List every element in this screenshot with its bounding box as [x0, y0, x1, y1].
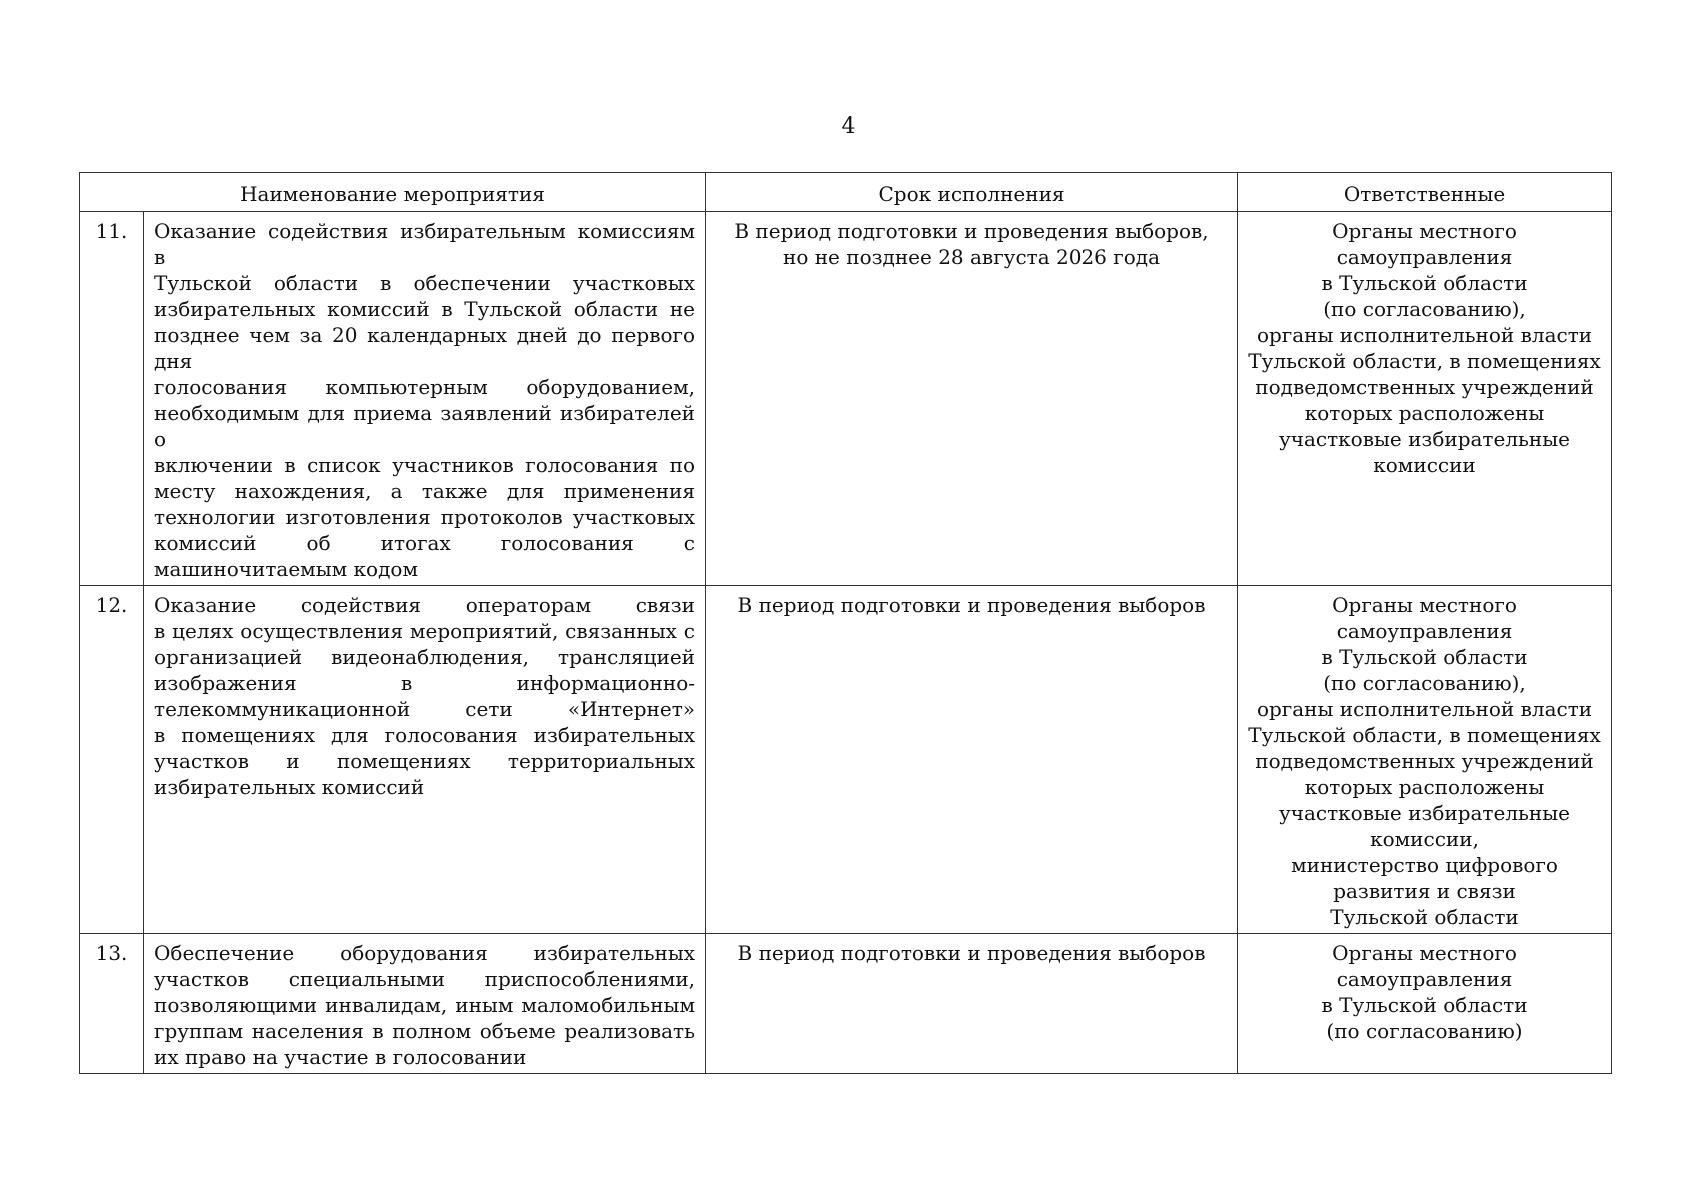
term-cell: [706, 212, 1238, 586]
responsible-line: (по согласованию): [1326, 1019, 1523, 1043]
responsible-line: министерство цифрового: [1291, 853, 1558, 877]
responsible-line: в Тульской области: [1321, 993, 1528, 1017]
event-name-line: участков и помещениях территориальных: [154, 749, 696, 773]
event-name-line: Оказание содействия избирательным комиссиям в: [154, 219, 696, 269]
responsible-line: Органы местного: [1332, 593, 1517, 617]
responsible-line: (по согласованию),: [1323, 671, 1526, 695]
event-name-line: телекоммуникационной сети «Интернет»: [154, 697, 696, 721]
responsible-line: Органы местного: [1332, 941, 1517, 965]
event-name-line: комиссий об итогах голосования с: [154, 531, 696, 555]
responsible-line: в Тульской области: [1321, 645, 1528, 669]
responsible-line: самоуправления: [1336, 245, 1513, 269]
table-row: [80, 934, 1612, 1074]
responsible-line: которых расположены: [1304, 401, 1545, 425]
responsible-line: комиссии,: [1370, 827, 1479, 851]
term-cell: [706, 934, 1238, 1074]
event-name-line: в целях осуществления мероприятий, связанных с: [154, 619, 696, 643]
responsible-line: органы исполнительной власти: [1256, 697, 1593, 721]
term-line: В период подготовки и проведения выборов: [737, 941, 1206, 965]
event-name-cell: [144, 586, 706, 934]
table-row: [80, 586, 1612, 934]
term-line: В период подготовки и проведения выборов: [737, 593, 1206, 617]
event-name-line: их право на участие в голосовании: [154, 1045, 527, 1069]
event-name-cell: [144, 212, 706, 586]
responsible-line: Тульской области, в помещениях: [1248, 349, 1601, 373]
responsible-cell: [1238, 586, 1612, 934]
header-responsible: Ответственные: [1238, 173, 1612, 212]
event-name-line: машиночитаемым кодом: [154, 557, 418, 581]
responsible-line: Тульской области: [1330, 905, 1519, 929]
responsible-cell: [1238, 212, 1612, 586]
table-row: [80, 212, 1612, 586]
event-name-line: месту нахождения, а также для применения: [154, 479, 696, 503]
event-name-line: голосования компьютерным оборудованием,: [154, 375, 696, 399]
header-term: Срок исполнения: [706, 173, 1238, 212]
responsible-line: участковые избирательные: [1279, 801, 1571, 825]
header-event-name: Наименование мероприятия: [80, 173, 706, 212]
event-name-line: Обеспечение оборудования избирательных: [154, 941, 696, 965]
event-name-line: организацией видеонаблюдения, трансляцией: [154, 645, 696, 669]
event-name-line: участков специальными приспособлениями,: [154, 967, 696, 991]
responsible-line: комиссии: [1373, 453, 1476, 477]
responsible-line: подведомственных учреждений: [1255, 749, 1594, 773]
responsible-cell: [1238, 934, 1612, 1074]
event-name-line: Тульской области в обеспечении участковых: [154, 271, 696, 295]
responsible-line: Тульской области, в помещениях: [1248, 723, 1601, 747]
event-name-cell: [144, 934, 706, 1074]
responsible-line: которых расположены: [1304, 775, 1545, 799]
event-name-line: группам населения в полном объеме реализовать: [154, 1019, 696, 1043]
row-number: 11.: [80, 212, 144, 586]
responsible-line: участковые избирательные: [1279, 427, 1571, 451]
table-header-row: [80, 173, 1612, 212]
event-name-line: избирательных комиссий: [154, 775, 425, 799]
term-line: В период подготовки и проведения выборов,: [734, 219, 1209, 243]
event-name-line: изображения в информационно-: [154, 671, 696, 695]
responsible-line: самоуправления: [1336, 619, 1513, 643]
responsible-line: подведомственных учреждений: [1255, 375, 1594, 399]
responsible-line: органы исполнительной власти: [1256, 323, 1593, 347]
responsible-line: Органы местного: [1332, 219, 1517, 243]
responsible-line: самоуправления: [1336, 967, 1513, 991]
event-name-line: необходимым для приема заявлений избирателей о: [154, 401, 696, 451]
responsible-line: в Тульской области: [1321, 271, 1528, 295]
table-body: [80, 212, 1612, 1074]
row-number: 12.: [80, 586, 144, 934]
page-number: 4: [841, 114, 856, 139]
term-line: но не позднее 28 августа 2026 года: [783, 245, 1161, 269]
event-name-line: избирательных комиссий в Тульской области не: [154, 297, 696, 321]
responsible-line: развития и связи: [1333, 879, 1516, 903]
term-cell: [706, 586, 1238, 934]
event-name-line: Оказание содействия операторам связи: [154, 593, 696, 617]
event-name-line: включении в список участников голосования по: [154, 453, 696, 477]
event-name-line: в помещениях для голосования избирательных: [154, 723, 696, 747]
event-name-line: технологии изготовления протоколов участковых: [154, 505, 696, 529]
row-number: 13.: [80, 934, 144, 1074]
responsible-line: (по согласованию),: [1323, 297, 1526, 321]
event-name-line: позднее чем за 20 календарных дней до первого дня: [154, 323, 696, 373]
events-table: [79, 172, 1612, 1074]
event-name-line: позволяющими инвалидам, иным маломобильным: [154, 993, 696, 1017]
